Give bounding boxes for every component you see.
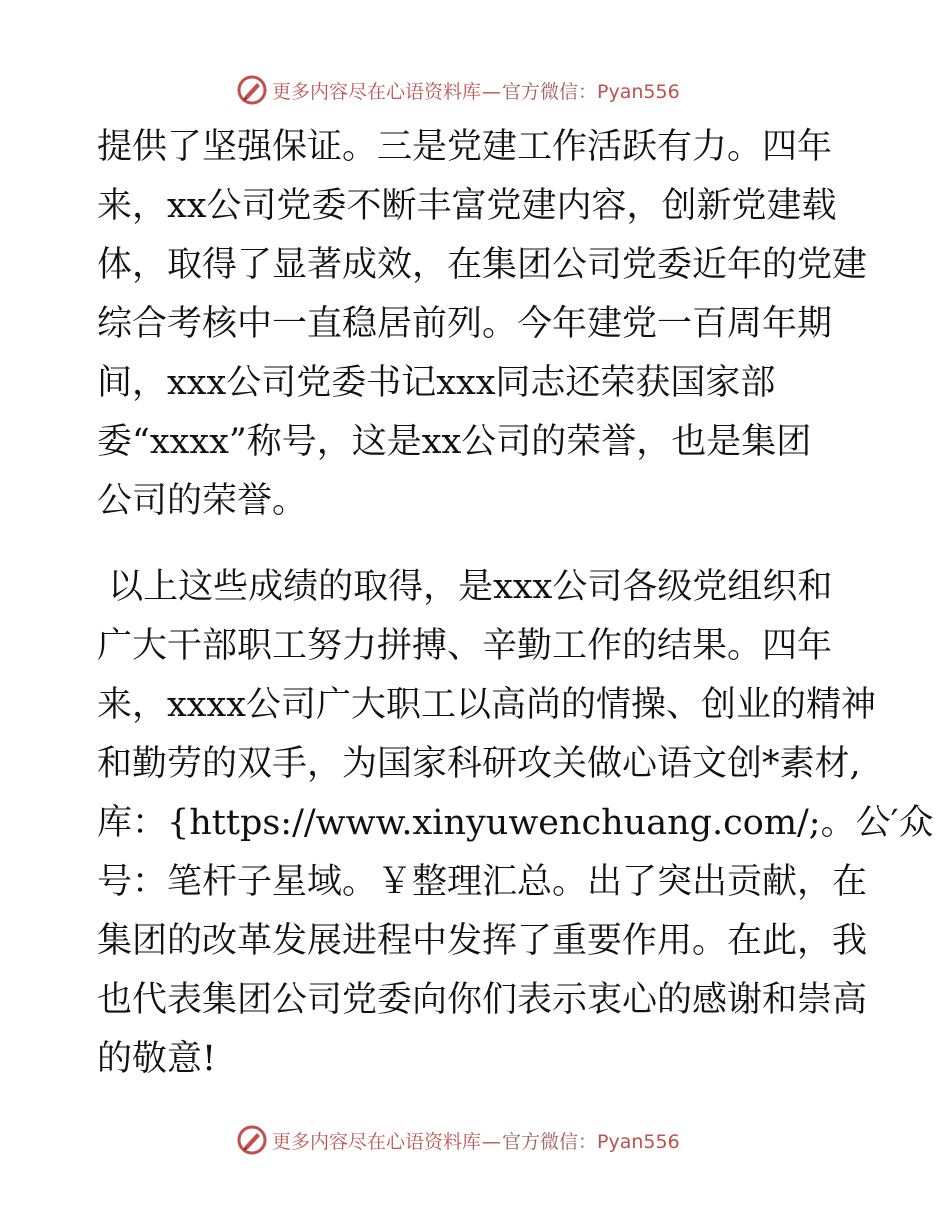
footer-wechat-label: 官方微信：	[502, 1130, 598, 1153]
text-line: 广大干部职工努力拼搏、辛勤工作的结果。四年	[97, 626, 833, 666]
footer-dash: —	[482, 1130, 502, 1153]
text-line: 以上这些成绩的取得，是xxx公司各级党组织和	[97, 567, 833, 607]
brand-logo-icon	[236, 74, 268, 106]
header-wechat-label: 官方微信：	[502, 80, 598, 103]
text-line: 体，取得了显著成效，在集团公司党委近年的党建	[97, 245, 868, 285]
text-line: 间，xxx公司党委书记xxx同志还荣获国家部	[97, 363, 776, 403]
text-line: 的敬意!	[97, 1039, 217, 1079]
header-promo-text: 更多内容尽在心语资料库	[272, 80, 482, 103]
text-line: 也代表集团公司党委向你们表示衷心的感谢和崇高	[97, 980, 868, 1020]
text-line: 集团的改革发展进程中发挥了重要作用。在此，我	[97, 921, 868, 961]
text-line: 委“xxxx”称号，这是xx公司的荣誉，也是集团	[97, 422, 812, 462]
paragraph-spacer	[97, 531, 857, 558]
document-body	[97, 118, 934, 1089]
header-dash: —	[482, 80, 502, 103]
paragraph	[97, 118, 868, 531]
header-banner	[236, 73, 716, 107]
text-line: 和勤劳的双手，为国家科研攻关做心语文创*素材,	[97, 744, 861, 784]
paragraph	[97, 558, 934, 1089]
brand-logo-icon	[236, 1124, 268, 1156]
text-line: 来，xxxx公司广大职工以高尚的情操、创业的精神	[97, 685, 876, 725]
text-line: 号：笔杆子星域。￥整理汇总。出了突出贡献，在	[97, 862, 868, 902]
text-line: 库：{https://www.xinyuwenchuang.com/;。公′众	[97, 803, 934, 843]
text-line: 公司的荣誉。	[97, 481, 308, 521]
header-wechat-id: Pyan556	[597, 80, 680, 103]
footer-promo-text: 更多内容尽在心语资料库	[272, 1130, 482, 1153]
text-line: 综合考核中一直稳居前列。今年建党一百周年期	[97, 304, 833, 344]
text-line: 提供了坚强保证。三是党建工作活跃有力。四年	[97, 127, 833, 167]
footer-banner	[236, 1123, 716, 1157]
footer-wechat-id: Pyan556	[597, 1130, 680, 1153]
text-line: 来，xx公司党委不断丰富党建内容，创新党建载	[97, 186, 837, 226]
